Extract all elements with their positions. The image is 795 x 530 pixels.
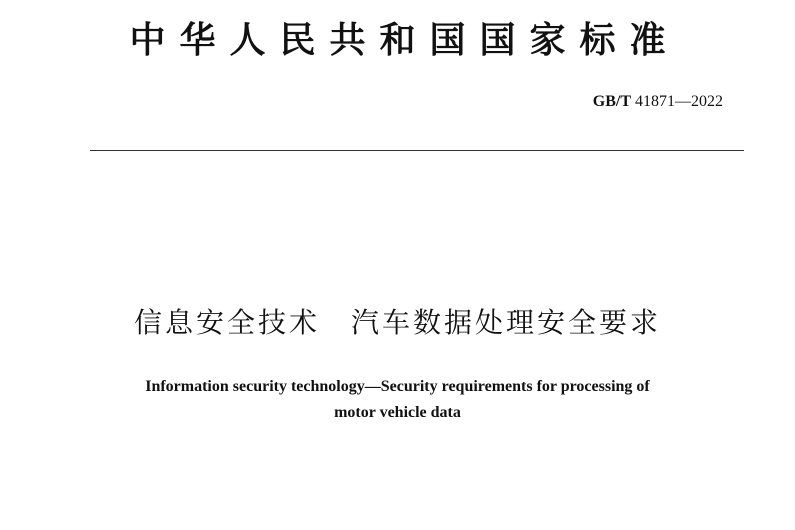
english-title-line-2: motor vehicle data bbox=[334, 404, 461, 421]
english-title-line-1: Information security technology—Security requirements for processing of bbox=[145, 378, 650, 395]
standard-prefix: GB/T bbox=[592, 93, 631, 110]
standard-category-title: 中华人民共和国国家标准 bbox=[129, 19, 680, 61]
header-divider bbox=[90, 150, 744, 151]
standard-number: 41871—2022 bbox=[635, 93, 723, 110]
standard-code bbox=[593, 92, 723, 112]
document-title-chinese: 信息安全技术 汽车数据处理安全要求 bbox=[133, 306, 661, 339]
document-title-english bbox=[0, 374, 795, 426]
